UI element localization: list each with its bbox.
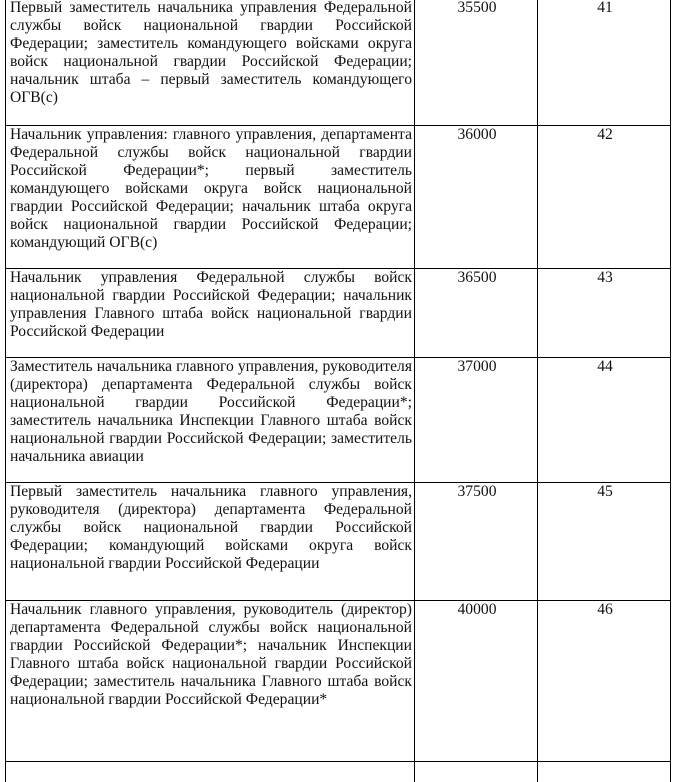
grade-cell: 44 xyxy=(538,358,671,483)
table-row xyxy=(6,126,671,269)
empty-cell xyxy=(415,762,538,782)
table-row-partial xyxy=(6,762,671,782)
grade-cell: 46 xyxy=(538,601,671,762)
salary-table xyxy=(5,0,671,782)
grade-cell: 45 xyxy=(538,483,671,601)
salary-cell: 36000 xyxy=(415,126,538,269)
table-row xyxy=(6,483,671,601)
grade-cell: 42 xyxy=(538,126,671,269)
salary-cell: 36500 xyxy=(415,269,538,358)
table-row xyxy=(6,358,671,483)
salary-cell: 35500 xyxy=(415,0,538,126)
salary-cell: 37500 xyxy=(415,483,538,601)
position-cell: Первый заместитель начальника управления Федеральной службы войск национальной гвардии Российской Федерации; заместитель командующего войсками округа войск национальной гвардии Российской Федерации; начальник штаба – первый заместитель командующего ОГВ(с) xyxy=(6,0,415,126)
position-cell: Начальник управления Федеральной службы войск национальной гвардии Российской Федерации; начальник управления Главного штаба войск национальной гвардии Российской Федерации xyxy=(6,269,415,358)
position-cell: Заместитель начальника главного управления, руководителя (директора) департамента Федеральной службы войск национальной гвардии Российской Федерации*; заместитель начальника Инспекции Главного штаба войск национальной гвардии Российской Федерации; заместитель начальника авиации xyxy=(6,358,415,483)
grade-cell: 43 xyxy=(538,269,671,358)
empty-cell xyxy=(6,762,415,782)
table-row xyxy=(6,601,671,762)
position-cell: Первый заместитель начальника главного управления, руководителя (директора) департамента Федеральной службы войск национальной гвардии Российской Федерации; командующий войсками округа войск национальной гвардии Российской Федерации xyxy=(6,483,415,601)
position-cell: Начальник главного управления, руководитель (директор) департамента Федеральной службы войск национальной гвардии Российской Федерации*; начальник Инспекции Главного штаба войск национальной гвардии Российской Федерации; заместитель начальника Главного штаба войск национальной гвардии Российской Федерации* xyxy=(6,601,415,762)
grade-cell: 41 xyxy=(538,0,671,126)
table-row xyxy=(6,0,671,126)
table-row xyxy=(6,269,671,358)
salary-cell: 40000 xyxy=(415,601,538,762)
empty-cell xyxy=(538,762,671,782)
salary-cell: 37000 xyxy=(415,358,538,483)
position-cell: Начальник управления: главного управления, департамента Федеральной службы войск национальной гвардии Российской Федерации*; первый заместитель командующего войсками округа войск национальной гвардии Российской Федерации; начальник штаба округа войск национальной гвардии Российской Федерации; командующий ОГВ(с) xyxy=(6,126,415,269)
